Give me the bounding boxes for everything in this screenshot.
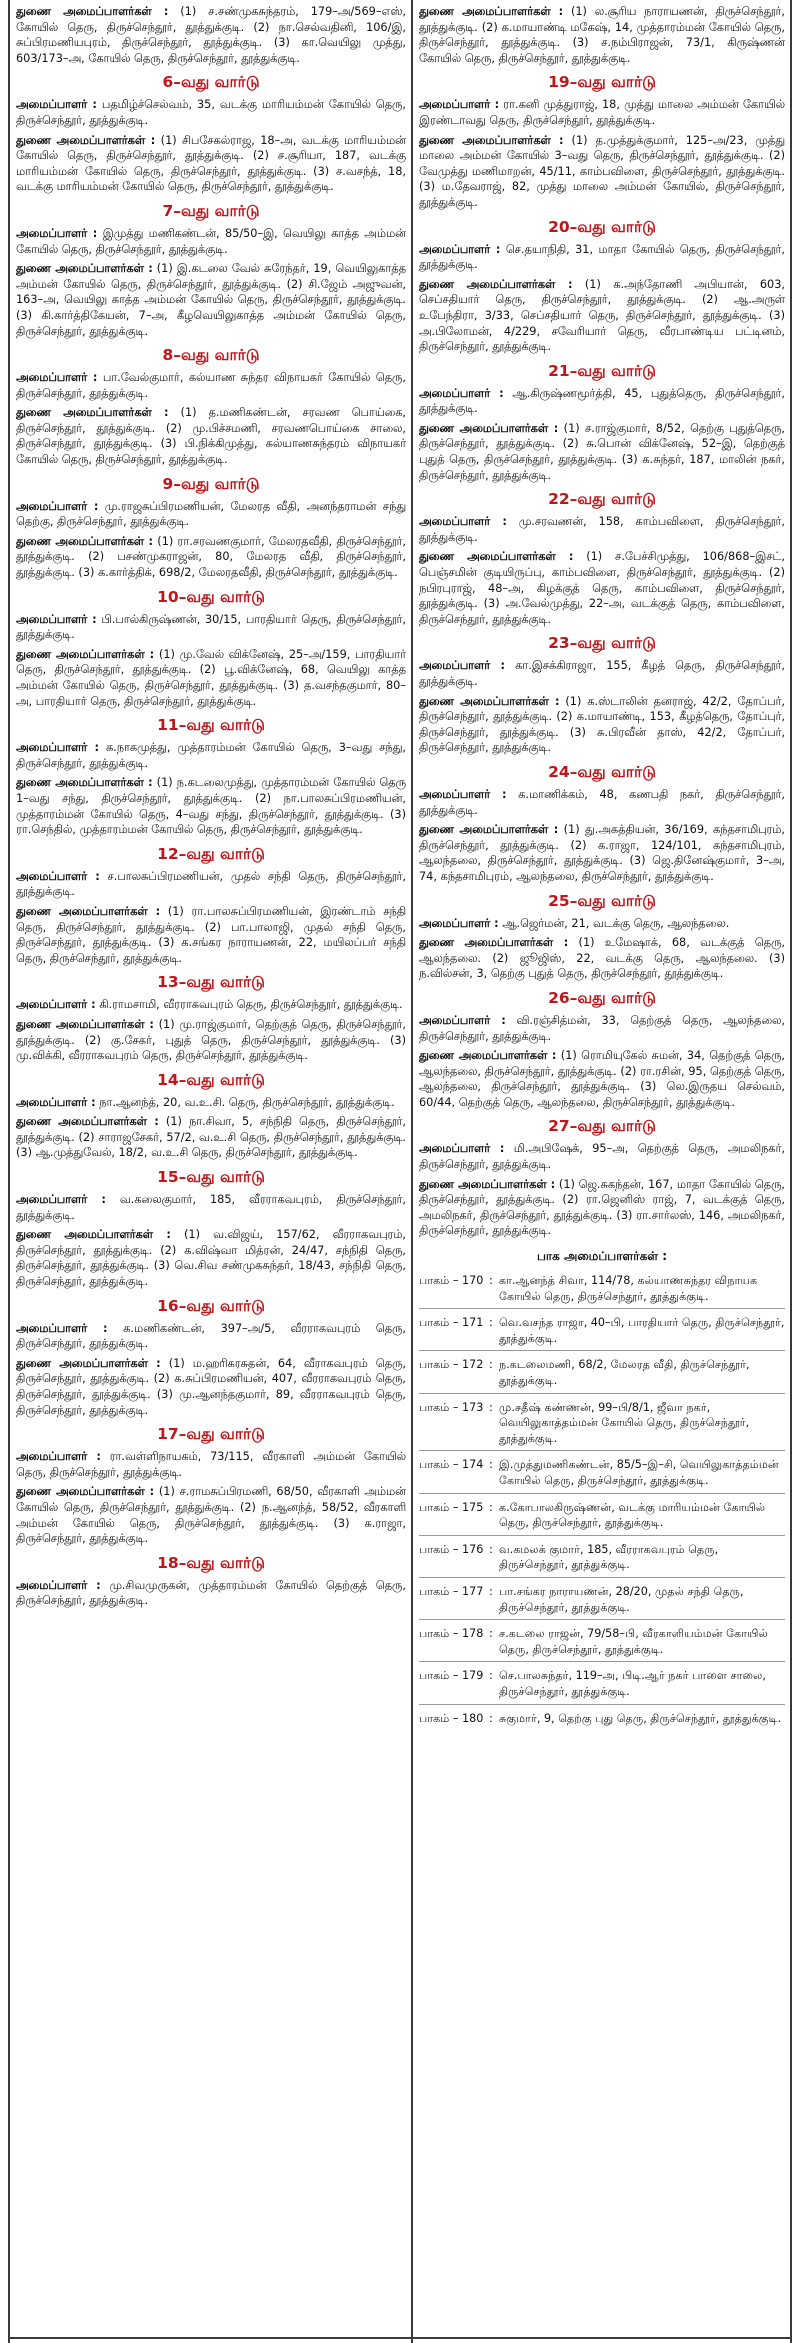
deputies-label: துணை அமைப்பாளர்கள் : xyxy=(16,262,153,276)
deputies-entry xyxy=(16,1356,406,1418)
member-label: அமைப்பாளர் : xyxy=(16,1450,101,1464)
member-label: அமைப்பாளர் : xyxy=(16,612,97,626)
booth-text: சுகுமார், 9, தெற்கு புது தெரு, திருச்செந்தூர், தூத்துக்குடி. xyxy=(499,1711,782,1725)
booth-separator: : xyxy=(489,1584,493,1598)
deputies-label: துணை அமைப்பாளர்கள் : xyxy=(16,1228,171,1242)
left-border xyxy=(8,0,10,2343)
member-label: அமைப்பாளர் : xyxy=(16,998,96,1012)
deputies-label: துணை அமைப்பாளர்கள் : xyxy=(16,133,156,147)
booth-text: ந.கடலைமணி, 68/2, மேலரத வீதி, திருச்செந்தூர், தூத்துக்குடி. xyxy=(499,1358,750,1387)
ward-section xyxy=(16,1296,406,1419)
booth-number: பாகம் – 171 xyxy=(419,1316,484,1330)
deputies-text: (1) நா.சிவா, 5, சந்நிதி தெரு, திருச்செந்தூர், தூத்துக்குடி. (2) சாராஜசேகர், 57/2, வ.உ.சி தெரு, திருச்செந்தூர், தூத்துக்குடி. (3) ஆ.முத்துவேல், 18/2, வ.உ.சி தெரு, திருச்செந்தூர், தூத்துக்குடி. xyxy=(16,1115,406,1160)
booth-number: பாகம் – 170 xyxy=(419,1274,484,1288)
booth-text: செ.பாலசுந்தர், 119–அ, பிடி.ஆர் நகர் பாளை சாலை, திருச்செந்தூர், தூத்துக்குடி. xyxy=(499,1669,766,1698)
booth-text: வெ.வசந்த ராஜா, 40–பி, பாரதியார் தெரு, திருச்செந்தூர், தூத்துக்குடி. xyxy=(499,1316,785,1345)
ward-title: 17–வது வார்டு xyxy=(157,1425,265,1444)
ward-section xyxy=(16,1167,406,1290)
booth-text: கா.ஆனந்த் சிவா, 114/78, கல்யாணசுந்தர விநாயக கோயில் தெரு, திருச்செந்தூர், தூத்துக்குடி. xyxy=(499,1274,758,1303)
deputies-label: துணை அமைப்பாளர்கள் : xyxy=(16,647,155,661)
deputies-entry xyxy=(16,534,406,581)
deputies-label: துணை அமைப்பாளர்கள் : xyxy=(16,1356,161,1370)
ward-section xyxy=(419,762,785,885)
ward-title: 25–வது வார்டு xyxy=(548,891,656,910)
deputies-label: துணை அமைப்பாளர்கள் : xyxy=(419,936,569,950)
ward-title: 12–வது வார்டு xyxy=(157,844,265,863)
member-label: அமைப்பாளர் : xyxy=(419,98,500,112)
deputies-label: துணை அமைப்பாளர்கள் : xyxy=(419,694,560,708)
ward-section xyxy=(419,489,785,627)
ward-section xyxy=(16,474,406,581)
deputies-label: துணை அமைப்பாளர்கள் : xyxy=(16,776,153,790)
deputies-text: (1) ச.ராமசுப்பிரமணி, 68/50, வீரகாளி அம்மன் கோயில் தெரு, திருச்செந்தூர், தூத்துக்குடி. (2) ந.ஆனந்த், 58/52, வீரகாளி அம்மன் கோயில் தெரு, திருச்செந்தூர், தூத்துக்குடி. (3) க.ராஜா, திருச்செந்தூர், தூத்துக்குடி. xyxy=(16,1485,406,1546)
deputies-label: துணை அமைப்பாளர்கள் : xyxy=(16,534,154,548)
member-text: க.மாணிக்கம், 48, கணபதி நகர், திருச்செந்தூர், தூத்துக்குடி. xyxy=(419,787,785,817)
ward-title: 10–வது வார்டு xyxy=(157,587,265,606)
ward-title: 19–வது வார்டு xyxy=(548,73,656,92)
deputies-entry xyxy=(419,421,785,483)
deputies-label: துணை அமைப்பாளர்கள் : xyxy=(419,823,559,837)
deputies-text: (1) மு.வேல் விக்னேஷ், 25–அ/159, பாரதியார் தெரு, திருச்செந்தூர், தூத்துக்குடி. (2) பூ.விக்னேஷ், 68, வெயிலு காத்த அம்மன் கோயில் தெரு, திருச்செந்தூர், தூத்துக்குடி. (3) த.வசந்தகுமார், 80–அ, பாரதியார் தெரு, திருச்செந்தூர், தூத்துக்குடி. xyxy=(16,647,406,708)
ward-section xyxy=(16,345,406,468)
member-label: அமைப்பாளர் : xyxy=(16,869,100,883)
booth-row xyxy=(419,1457,785,1493)
member-entry xyxy=(419,97,785,128)
left-column xyxy=(16,4,406,2334)
deputies-label: துணை அமைப்பாளர்கள் : xyxy=(16,1485,155,1499)
deputies-label: துணை அமைப்பாளர்கள் : xyxy=(419,1049,557,1063)
booth-number: பாகம் – 178 xyxy=(419,1627,484,1641)
booth-list xyxy=(419,1273,785,1730)
member-entry xyxy=(16,997,406,1013)
deputies-entry xyxy=(16,904,406,966)
member-text: நா.ஆனந்த், 20, வ.உ.சி. தெரு, திருச்செந்தூர், தூத்துக்குடி. xyxy=(99,1095,395,1109)
member-entry xyxy=(419,1141,785,1172)
deputies-entry xyxy=(16,405,406,467)
ward-title: 20–வது வார்டு xyxy=(548,217,656,236)
ward-section xyxy=(16,1553,406,1609)
booth-number: பாகம் – 174 xyxy=(419,1458,484,1472)
deputies-entry xyxy=(419,1177,785,1239)
deputies-label: துணை அமைப்பாளர்கள் : xyxy=(419,133,564,147)
booth-heading: பாக அமைப்பாளர்கள் : xyxy=(536,1249,668,1264)
member-text: மு.சரவணன், 158, காம்பவிளை, திருச்செந்தூர், தூத்துக்குடி. xyxy=(419,515,785,544)
member-label: அமைப்பாளர் : xyxy=(419,659,506,673)
ward-title: 26–வது வார்டு xyxy=(548,988,656,1007)
member-label: அமைப்பாளர் : xyxy=(419,787,507,801)
ward-section xyxy=(419,988,785,1111)
deputies-text: (1) க.அந்தோணி அபியான், 603, செப்சதியார் தெரு, திருச்செந்தூர், தூத்துக்குடி. (2) ஆ.அருள் உபேந்திரா, 3/33, செப்சதியார் தெரு, திருச்செந்தூர், தூத்துக்குடி. (3) அ.பிலோமன், 4/229, சவேரியார் தெரு, வீரபாண்டிய பட்டினம், திருச்செந்தூர், தூத்துக்குடி. xyxy=(419,277,785,354)
member-label: அமைப்பாளர் : xyxy=(16,741,99,755)
booth-number: பாகம் – 177 xyxy=(419,1584,484,1598)
ward-section xyxy=(419,633,785,756)
column-divider xyxy=(411,0,413,2343)
member-label: அமைப்பாளர் : xyxy=(16,226,98,240)
deputies-text: (1) ஜெ.சுகந்தன், 167, மாதா கோயில் தெரு, திருச்செந்தூர், தூத்துக்குடி. (2) ரா.ஜெனிஸ் ராஜ், 7, வடக்குத் தெரு, அமலிநகர், திருச்செந்தூர், தூத்துக்குடி. (3) ரா.சார்லஸ், 146, அமலிநகர், திருச்செந்தூர், தூத்துக்குடி. xyxy=(419,1177,785,1238)
member-text: ஆ.கிருஷ்ணமூர்த்தி, 45, புதுத்தெரு, திருச்செந்தூர், தூத்துக்குடி. xyxy=(419,386,785,416)
deputies-label: துணை அமைப்பாளர்கள் : xyxy=(419,277,573,291)
ward-title: 15–வது வார்டு xyxy=(157,1168,265,1187)
ward-section xyxy=(16,1070,406,1161)
member-label: அமைப்பாளர் : xyxy=(16,1578,101,1592)
member-entry xyxy=(419,242,785,273)
booth-row xyxy=(419,1668,785,1704)
member-entry xyxy=(16,499,406,530)
ward-section xyxy=(16,201,406,339)
member-label: அமைப்பாளர் : xyxy=(16,499,99,513)
booth-separator: : xyxy=(489,1400,493,1414)
ward-section xyxy=(16,844,406,967)
deputies-text: (1) ச.ராஜ்குமார், 8/52, தெற்கு புதுத்தெரு, திருச்செந்தூர், தூத்துக்குடி. (2) சு.பொன் விக்னேஷ், 52–இ, தெற்குத் புதுத் தெரு, திருச்செந்தூர், தூத்துக்குடி. (3) க.சுந்தர், 187, மாலின் நகர், திருச்செந்தூர், தூத்துக்குடி. xyxy=(419,421,785,482)
member-text: கா.இசக்கிராஜா, 155, கீழத் தெரு, திருச்செந்தூர், தூத்துக்குடி. xyxy=(419,659,785,688)
member-text: இமுத்து மணிகண்டன், 85/50–இ, வெயிலு காத்த அம்மன் கோயில் தெரு, திருச்செந்தூர், தூத்துக்குடி. xyxy=(16,226,406,256)
deputies-entry xyxy=(16,775,406,837)
member-entry xyxy=(16,740,406,771)
booth-text: மு.சதீஷ் கண்ணன், 99–பி/8/1, ஜீவா நகர், வெயிலுகாத்தம்மன் கோயில் தெரு, திருச்செந்தூர், தூத்துக்குடி. xyxy=(499,1400,750,1445)
deputies-entry xyxy=(419,549,785,627)
booth-separator: : xyxy=(489,1669,493,1683)
deputies-text: (1) இ.கடலை வேல் சுரேந்தர், 19, வெயிலுகாத்த அம்மன் கோயில் தெரு, திருச்செந்தூர், தூத்துக்குடி. (2) சி.ஜேம் அஜுவன், 163–அ, வெயிலு காத்த அம்மன் கோயில் தெரு, திருச்செந்தூர், தூத்துக்குடி. (3) கி.கார்த்திகேயன், 7–அ, கீழவெயிலுகாத்த அம்மன் கோயில் தெரு, திருச்செந்தூர், தூத்துக்குடி. xyxy=(16,262,406,338)
member-text: ரா.வள்ளிநாயகம், 73/115, வீரகாளி அம்மன் கோயில் தெரு, திருச்செந்தூர், தூத்துக்குடி. xyxy=(16,1450,406,1479)
member-entry xyxy=(419,1013,785,1044)
booth-text: பா.சங்கர நாராயணன், 28/20, முதல் சந்தி தெரு, திருச்செந்தூர், தூத்துக்குடி. xyxy=(499,1584,744,1614)
deputies-text: (1) ரா.பாலசுப்பிரமணியன், இரண்டாம் சந்தி தெரு, திருச்செந்தூர், தூத்துக்குடி. (2) பா.பாலாஜி, முதல் சந்தி தெரு, திருச்செந்தூர், தூத்துக்குடி. (3) க.சங்கர நாராயணன், 22, மயிலப்பர் சந்தி தெரு, திருச்செந்தூர், தூத்துக்குடி. xyxy=(16,904,406,965)
booth-number: பாகம் – 176 xyxy=(419,1542,484,1556)
ward-section xyxy=(419,891,785,982)
deputies-entry xyxy=(16,1227,406,1289)
deputies-text: (1) ரா.சரவணகுமார், மேலரதவீதி, திருச்செந்தூர், தூத்துக்குடி. (2) பசண்முகராஜன், 80, மேலரத வீதி, திருச்செந்தூர், தூத்துக்குடி. (3) க.கார்த்திக், 698/2, மேலரதவீதி, திருச்செந்தூர், தூத்துக்குடி. xyxy=(16,534,406,580)
deputies-text: (1) ல.சூரிய நாராயணன், திருச்செந்தூர், தூத்துக்குடி. (2) க.மாயாண்டி மகேஷ், 14, முத்தாரம்மன் கோயில் தெரு, திருச்செந்தூர், தூத்துக்குடி. (3) ச.நம்பிராஜன், 73/1, கிருஷ்ணன் கோயில் தெரு, திருச்செந்தூர், தூத்துக்குடி. xyxy=(419,5,785,65)
member-text: பா.வேல்குமார், கல்யாண சுந்தர விநாயகர் கோயில் தெரு, திருச்செந்தூர், தூத்துக்குடி. xyxy=(16,371,406,400)
member-label: அமைப்பாளர் : xyxy=(419,1013,506,1027)
member-entry xyxy=(419,787,785,818)
deputies-entry xyxy=(419,1048,785,1110)
member-entry xyxy=(16,1321,406,1352)
deputies-label: துணை அமைப்பாளர்கள் : xyxy=(16,904,161,918)
deputies-text: (1) க.ஸ்டாலின் தனராஜ், 42/2, தோப்பர், திருச்செந்தூர், தூத்துக்குடி. (2) க.மாயாண்டி, 153, கீழத்தெரு, தோப்புர், திருச்செந்தூர், தூத்துக்குடி. (3) சு.பிரவீன் தாஸ், 42/2, தோப்பர், திருச்செந்தூர், தூத்துக்குடி. xyxy=(419,694,785,755)
member-text: ஆ.ஜெர்மன், 21, வடக்கு தெரு, ஆலந்தலை. xyxy=(502,916,730,930)
ward-title: 13–வது வார்டு xyxy=(157,973,265,992)
booth-separator: : xyxy=(489,1358,493,1372)
deputies-entry xyxy=(419,4,785,66)
member-text: மி.அபிஷேக், 95–அ, தெற்குத் தெரு, அமலிநகர், திருச்செந்தூர், தூத்துக்குடி. xyxy=(419,1142,785,1172)
member-text: ச.பாலசுப்பிரமணியன், முதல் சந்தி தெரு, திருச்செந்தூர், தூத்துக்குடி. xyxy=(16,869,406,899)
deputies-label: துணை அமைப்பாளர்கள் : xyxy=(419,1177,556,1191)
deputies-label: துணை அமைப்பாளர்கள் : xyxy=(16,406,169,420)
deputies-label: துணை அமைப்பாளர்கள் : xyxy=(16,5,169,18)
booth-text: க.கோபாலகிருஷ்ணன், வடக்கு மாரியம்மன் கோயில் தெரு, திருச்செந்தூர், தூத்துக்குடி. xyxy=(499,1500,766,1530)
ward-title: 27–வது வார்டு xyxy=(548,1117,656,1136)
booth-separator: : xyxy=(489,1458,493,1472)
deputies-text: (1) ச.சண்முகசுந்தரம், 179–அ/569–எஸ், கோயில் தெரு, திருச்செந்தூர், தூத்துக்குடி. (2) நா.செல்வதினி, 106/இ, சுப்பிரமணியபுரம், திருச்செந்தூர், தூத்துக்குடி. (3) கா.வெயிலு முத்து, 603/173–அ, கோயில் தெரு, திருச்செந்தூர், தூத்துக்குடி. xyxy=(16,5,406,65)
ward-section xyxy=(419,361,785,484)
ward-title: 14–வது வார்டு xyxy=(157,1070,265,1089)
member-entry xyxy=(16,1449,406,1480)
booth-separator: : xyxy=(489,1500,493,1514)
member-label: அமைப்பாளர் : xyxy=(16,98,97,112)
booth-text: இ.முத்துமணிகண்டன், 85/5–இ–சி, வெயிலுகாத்தம்மன் கோயில் தெரு, திருச்செந்தூர், தூத்துக்குடி. xyxy=(499,1458,779,1487)
booth-number: பாகம் – 180 xyxy=(419,1711,484,1725)
deputies-text: (1) ந.கடலைமுத்து, முத்தாரம்மன் கோயில் தெரு 1–வது சந்து, திருச்செந்தூர், தூத்துக்குடி. (2) நா.பாலசுப்பிரமணியன், முத்தாரம்மன் கோயில் தெரு, 4–வது சந்து, திருச்செந்தூர், தூத்துக்குடி. (3) ரா.செந்தில், முத்தாரம்மன் கோயில் தெரு, திருச்செந்தூர், தூத்துக்குடி. xyxy=(16,776,406,837)
member-label: அமைப்பாளர் : xyxy=(419,1142,505,1156)
member-label: அமைப்பாளர் : xyxy=(419,515,507,529)
deputies-text: (1) மு.ராஜ்குமார், தெற்குத் தெரு, திருச்செந்தூர், தூத்துக்குடி. (2) கு.சேகர், புதுத் தெரு, திருச்செந்தூர், தூத்துக்குடி. (3) மு.விக்கி, வீரராகவபுரம் தெரு, திருச்செந்தூர், தூத்துக்குடி. xyxy=(16,1017,406,1063)
deputies-label: துணை அமைப்பாளர்கள் : xyxy=(419,550,574,564)
member-label: அமைப்பாளர் : xyxy=(419,916,499,930)
booth-separator: : xyxy=(489,1316,493,1330)
deputies-entry xyxy=(16,647,406,709)
deputies-entry xyxy=(16,1114,406,1161)
member-text: க.மணிகண்டன், 397–அ/5, வீரராகவபுரம் தெரு, திருச்செந்தூர், தூத்துக்குடி. xyxy=(16,1321,406,1351)
ward-title: 8–வது வார்டு xyxy=(162,346,260,365)
booth-number: பாகம் – 175 xyxy=(419,1500,484,1514)
member-label: அமைப்பாளர் : xyxy=(16,1095,96,1109)
member-text: செ.தயாநிதி, 31, மாதா கோயில் தெரு, திருச்செந்தூர், தூத்துக்குடி. xyxy=(419,242,785,272)
booth-row xyxy=(419,1711,785,1731)
deputies-entry xyxy=(419,133,785,211)
deputies-text: (1) து.அகத்தியன், 36/169, கந்தசாமிபுரம், திருச்செந்தூர், தூத்துக்குடி. (2) க.ராஜா, 124/101, கந்தசாமிபுரம், ஆலந்தலை, திருச்செந்தூர், தூத்துக்குடி. (3) ஜெ.தினேஷ்குமார், 3–அ, 74, கந்தசாமிபுரம், ஆலந்தலை, திருச்செந்தூர், தூத்துக்குடி. xyxy=(419,823,785,883)
ward-section xyxy=(419,217,785,355)
member-label: அமைப்பாளர் : xyxy=(419,242,501,256)
member-text: க.நாகமுத்து, முத்தாரம்மன் கோயில் தெரு, 3–வது சந்து, திருச்செந்தூர், தூத்துக்குடி. xyxy=(16,741,406,770)
member-text: வ.கலைகுமார், 185, வீரராகவபுரம், திருச்செந்தூர், தூத்துக்குடி. xyxy=(16,1193,406,1222)
ward-section xyxy=(419,72,785,210)
deputies-entry xyxy=(16,261,406,339)
booth-text: ச.கடலை ராஜன், 79/58–பி, வீரகாளியம்மன் கோயில் தெரு, திருச்செந்தூர், தூத்துக்குடி. xyxy=(499,1627,768,1656)
member-label: அமைப்பாளர் : xyxy=(419,386,504,400)
ward-title: 24–வது வார்டு xyxy=(548,762,656,781)
member-entry xyxy=(419,386,785,417)
ward-title: 18–வது வார்டு xyxy=(157,1553,265,1572)
deputies-entry xyxy=(16,1484,406,1546)
ward-title: 22–வது வார்டு xyxy=(548,490,656,509)
deputies-entry xyxy=(419,694,785,756)
deputies-entry xyxy=(419,822,785,884)
member-label: அமைப்பாளர் : xyxy=(16,1193,106,1207)
deputies-text: (1) ரொமியுகேல் சுமன், 34, தெற்குத் தெரு, ஆலந்தலை, திருச்செந்தூர், தூத்துக்குடி. (2) ரா.ரசின், 95, தெற்குத் தெரு, ஆலந்தலை, திருச்செந்தூர், தூத்துக்குடி. (3) லெ.இருதய செல்வம், 60/44, தெற்குத் தெரு, ஆலந்தலை, திருச்செந்தூர், தூத்துக்குடி. xyxy=(419,1049,785,1109)
deputies-entry xyxy=(16,4,406,66)
member-entry xyxy=(16,612,406,643)
deputies-text: (1) வ.விஜய், 157/62, வீரராகவபுரம், திருச்செந்தூர், தூத்துக்குடி. (2) க.விஷ்வா மித்ரன், 24/47, சந்நிதி தெரு, திருச்செந்தூர், தூத்துக்குடி. (3) வெ.சிவ சண்முகசுந்தர், 18/43, சந்நிதி தெரு, திருச்செந்தூர், தூத்துக்குடி. xyxy=(16,1228,406,1289)
deputies-label: துணை அமைப்பாளர்கள் : xyxy=(419,5,564,18)
booth-row xyxy=(419,1542,785,1578)
member-entry xyxy=(419,514,785,545)
deputies-label: துணை அமைப்பாளர்கள் : xyxy=(419,421,559,435)
member-text: மு.ராஜசுப்பிரமணியன், மேலரத வீதி, அனந்தராமன் சந்து தெற்கு, திருச்செந்தூர், தூத்துக்குடி. xyxy=(16,499,406,529)
booth-row xyxy=(419,1315,785,1351)
member-label: அமைப்பாளர் : xyxy=(16,371,98,385)
booth-row xyxy=(419,1584,785,1620)
deputies-text: (1) சிபசேகல்ராஜ, 18–அ, வடக்கு மாரியம்மன் கோயில் தெரு, திருச்செந்தூர், தூத்துக்குடி. (2) ச.சூரியா, 187, வடக்கு மாரியம்மன் கோயில் தெரு, திருச்செந்தூர், தூத்துக்குடி. (3) ச.வசந்த், 18, வடக்கு மாரியம்மன் கோயில் தெரு, திருச்செந்தூர், தூத்துக்குடி. xyxy=(16,133,406,194)
booth-separator: : xyxy=(489,1274,493,1288)
booth-row xyxy=(419,1357,785,1393)
member-entry xyxy=(16,97,406,128)
ward-title: 7–வது வார்டு xyxy=(162,201,260,220)
member-entry xyxy=(16,869,406,900)
deputies-text: (1) த.முத்துக்குமார், 125–அ/23, முத்து மாலை அம்மன் கோயில் 3–வது தெரு, திருச்செந்தூர், தூத்துக்குடி. (2) வேமுத்து மணிமாறன், 45/11, காம்பவிளை, திருச்செந்தூர், தூத்துக்குடி. (3) ம.தேவராஜ், 82, முத்து மாலை அம்மன் கோயில், திருச்செந்தூர், தூத்துக்குடி. xyxy=(419,133,785,209)
ward-title: 9–வது வார்டு xyxy=(162,474,260,493)
booth-row xyxy=(419,1400,785,1452)
ward-title: 11–வது வார்டு xyxy=(157,716,265,735)
right-column-wards xyxy=(419,4,785,1239)
member-entry xyxy=(16,1578,406,1609)
member-entry xyxy=(16,370,406,401)
booth-separator: : xyxy=(489,1627,493,1641)
booth-number: பாகம் – 172 xyxy=(419,1358,484,1372)
ward-title: 16–வது வார்டு xyxy=(157,1296,265,1315)
member-entry xyxy=(419,658,785,689)
member-label: அமைப்பாளர் : xyxy=(16,1321,108,1335)
deputies-label: துணை அமைப்பாளர்கள் : xyxy=(16,1017,154,1031)
ward-section xyxy=(16,587,406,710)
bottom-border xyxy=(8,2337,792,2339)
ward-section xyxy=(16,72,406,195)
member-entry xyxy=(16,1192,406,1223)
ward-section xyxy=(16,1424,406,1547)
deputies-text: (1) ம.ஹரிகரசுதன், 64, வீராகவபுரம் தெரு, திருச்செந்தூர், தூத்துக்குடி. (2) க.சுப்பிரமணியன், 407, வீரராகவபுரம் தெரு, திருச்செந்தூர், தூத்துக்குடி. (3) மு.ஆனந்தகுமார், 89, வீரராகவபுரம் தெரு, திருச்செந்தூர், தூத்துக்குடி. xyxy=(16,1356,406,1417)
deputies-text: (1) த.மணிகண்டன், சரவண பொய்கை, திருச்செந்தூர், தூத்துக்குடி. (2) மு.பிச்சமணி, சரவணபொய்கை சாலை, திருச்செந்தூர், தூத்துக்குடி. (3) பி.நிக்கிமுத்து, கல்யாணசுந்தரம் விநாயகர் கோயில் தெரு, திருச்செந்தூர், தூத்துக்குடி. xyxy=(16,406,406,467)
right-border xyxy=(790,0,792,2343)
ward-section xyxy=(16,715,406,838)
right-column xyxy=(419,4,785,2334)
booth-number: பாகம் – 173 xyxy=(419,1400,484,1414)
booth-separator: : xyxy=(489,1542,493,1556)
booth-separator: : xyxy=(489,1711,493,1725)
ward-title: 6–வது வார்டு xyxy=(162,73,260,92)
member-text: வி.ரஞ்சித்மன், 33, தெற்குத் தெரு, ஆலந்தலை, திருச்செந்தூர், தூத்துக்குடி. xyxy=(419,1013,785,1043)
member-entry xyxy=(419,916,785,932)
booth-number: பாகம் – 179 xyxy=(419,1669,484,1683)
member-text: பதமிழ்ச்செல்வம், 35, வடக்கு மாரியம்மன் கோயில் தெரு, திருச்செந்தூர், தூத்துக்குடி. xyxy=(16,98,406,127)
ward-section xyxy=(16,4,406,66)
ward-section xyxy=(419,4,785,66)
deputies-entry xyxy=(16,133,406,195)
booth-row xyxy=(419,1500,785,1536)
deputies-text: (1) ச.பேச்சிமுத்து, 106/868–இசட், பெஞ்சமின் குடியிருப்பு, காம்பவிளை, திருச்செந்தூர், தூத்துக்குடி. (2) நபிரபுராஜ், 48–அ, கிழக்குத் தெரு, காம்பவிளை, திருச்செந்தூர், தூத்துக்குடி. (3) அ.வேல்முத்து, 22–அ, வடக்குத் தெரு, காம்பவிளை, திருச்செந்தூர், தூத்துக்குடி. xyxy=(419,550,785,626)
ward-section xyxy=(419,1116,785,1239)
booth-text: வ.கமலக் குமார், 185, வீரராகவபுரம் தெரு, திருச்செந்தூர், தூத்துக்குடி. xyxy=(499,1542,719,1572)
member-text: பி.பால்கிருஷ்ணன், 30/15, பாரதியார் தெரு, திருச்செந்தூர், தூத்துக்குடி. xyxy=(16,612,406,642)
ward-section xyxy=(16,972,406,1063)
deputies-entry xyxy=(16,1017,406,1064)
ward-title: 23–வது வார்டு xyxy=(548,634,656,653)
member-text: கி.ராமசாமி, வீரராகவபுரம் தெரு, திருச்செந்தூர், தூத்துக்குடி. xyxy=(99,998,403,1012)
deputies-entry xyxy=(419,277,785,355)
ward-title: 21–வது வார்டு xyxy=(548,361,656,380)
deputies-text: (1) உமேஷாக், 68, வடக்குத் தெரு, ஆலந்தலை. (2) ஜூஜிஸ், 22, வடக்கு தெரு, ஆலந்தலை. (3) ந.வில்சன், 3, தெற்கு புதுத் தெரு, திருச்செந்தூர், தூத்துக்குடி. xyxy=(419,936,785,981)
deputies-label: துணை அமைப்பாளர்கள் : xyxy=(16,1115,159,1129)
booth-row xyxy=(419,1273,785,1309)
member-text: ரா.கனி முத்துராஜ், 18, முத்து மாலை அம்மன் கோயில் இரண்டாவது தெரு, திருச்செந்தூர், தூத்துக்குடி. xyxy=(419,98,785,127)
deputies-entry xyxy=(419,935,785,982)
member-entry xyxy=(16,226,406,257)
booth-row xyxy=(419,1626,785,1662)
member-text: மு.சிவமுருகன், முத்தாரம்மன் கோயில் தெற்குத் தெரு, திருச்செந்தூர், தூத்துக்குடி. xyxy=(16,1578,406,1608)
member-entry xyxy=(16,1095,406,1111)
